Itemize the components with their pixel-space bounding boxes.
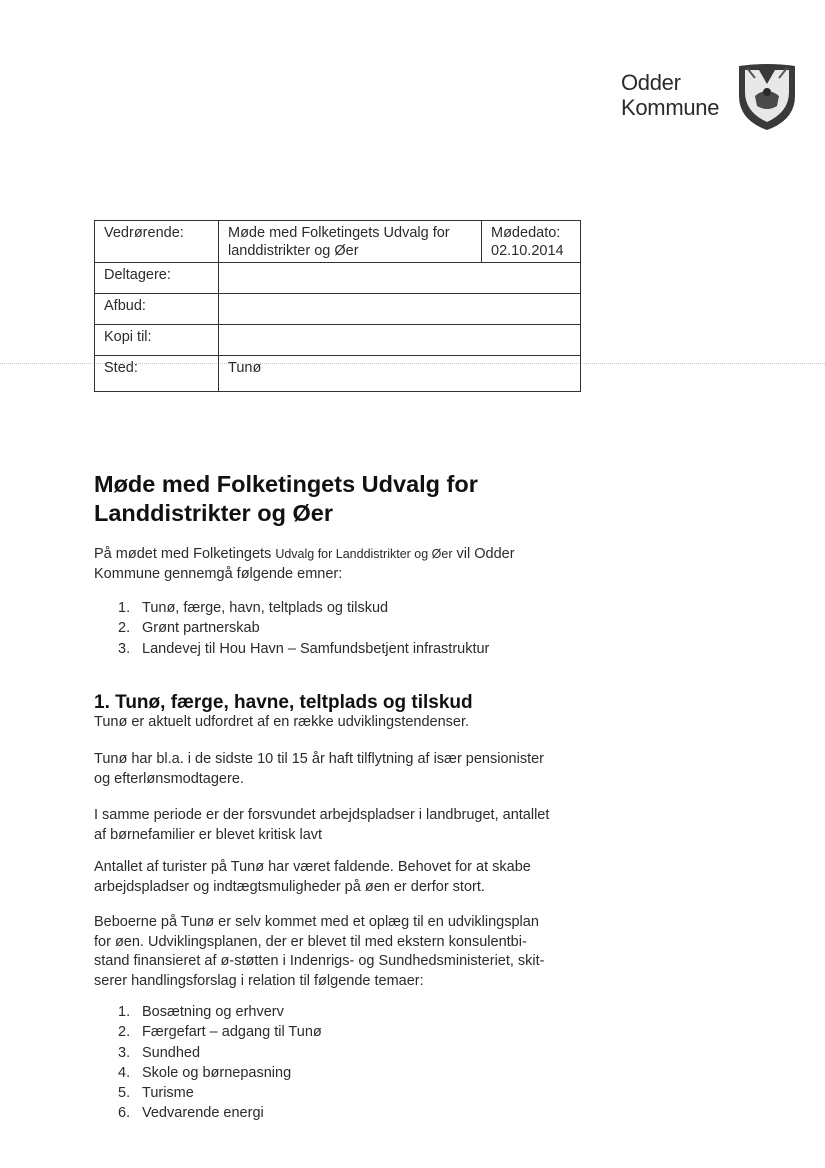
list-number: 1. <box>118 600 131 616</box>
organization-name <box>621 70 719 120</box>
org-line-2: Kommune <box>621 95 720 120</box>
intro-text-committee: Udvalg for Landdistrikter og Øer <box>275 547 453 561</box>
paragraph-line: arbejdspladser og indtægtsmuligheder på øen er derfor stort. <box>94 878 485 895</box>
paragraph-line: Tunø er aktuelt udfordret af en række udviklingstendenser. <box>94 714 470 730</box>
list-number: 3. <box>118 640 131 657</box>
participants-label: Deltagere: <box>95 263 219 294</box>
place-value: Tunø <box>219 356 581 392</box>
list-item <box>94 1103 322 1123</box>
org-line-1: Odder <box>621 70 681 95</box>
intro-line-2: Kommune gennemgå følgende emner: <box>94 565 343 582</box>
section-paragraph-5 <box>94 913 545 991</box>
meeting-info-table <box>94 220 581 392</box>
list-item <box>94 598 489 618</box>
place-label: Sted: <box>95 356 219 392</box>
list-text: Landevej til Hou Havn – Samfundsbetjent infrastruktur <box>142 640 490 657</box>
absent-value <box>219 294 581 325</box>
copy-label: Kopi til: <box>95 325 219 356</box>
list-item <box>94 1002 322 1022</box>
list-text: Vedvarende energi <box>142 1105 264 1122</box>
list-text: Tunø, færge, havn, teltplads og tilskud <box>142 600 389 616</box>
paragraph-line: I samme periode er der forsvundet arbejdspladser i landbruget, antallet <box>94 807 550 823</box>
list-item <box>94 1022 322 1042</box>
list-text: Færgefart – adgang til Tunø <box>142 1024 322 1041</box>
themes-list <box>94 1002 322 1124</box>
agenda-list <box>94 598 489 659</box>
list-number: 2. <box>118 1024 131 1041</box>
list-number: 5. <box>118 1085 131 1102</box>
participants-value <box>219 263 581 294</box>
intro-paragraph <box>94 545 515 584</box>
section-heading: 1. Tunø, færge, havne, teltplads og tilskud <box>94 692 473 713</box>
intro-text-1: På mødet med Folketingets <box>94 546 276 562</box>
list-item <box>94 1043 322 1063</box>
list-number: 1. <box>118 1004 131 1020</box>
list-item <box>94 618 489 638</box>
paragraph-line: af børnefamilier er blevet kritisk lavt <box>94 826 323 843</box>
list-text: Skole og børnepasning <box>142 1064 292 1081</box>
copy-value <box>219 325 581 356</box>
meeting-date-value: 02.10.2014 <box>491 243 564 259</box>
list-number: 2. <box>118 620 131 637</box>
section-paragraph-2 <box>94 750 544 789</box>
title-line-2: Landdistrikter og Øer <box>94 500 333 526</box>
section-paragraph-1 <box>94 713 469 733</box>
list-item <box>94 1083 322 1103</box>
meeting-date-label: Mødedato: <box>491 225 561 241</box>
list-number: 6. <box>118 1105 131 1122</box>
list-text: Bosætning og erhverv <box>142 1004 284 1020</box>
paragraph-line: Tunø har bl.a. i de sidste 10 til 15 år haft tilflytning af især pensionister <box>94 751 544 767</box>
subject-value <box>219 221 482 263</box>
list-item <box>94 639 489 659</box>
paragraph-line: Beboerne på Tunø er selv kommet med et oplæg til en udviklingsplan <box>94 914 539 930</box>
absent-label: Afbud: <box>95 294 219 325</box>
paragraph-line: stand finansieret af ø-støtten i Indenrigs- og Sundhedsministeriet, skit- <box>94 953 545 969</box>
subject-label: Vedrørende: <box>95 221 219 263</box>
list-text: Sundhed <box>142 1044 201 1061</box>
section-paragraph-4 <box>94 858 531 897</box>
list-number: 4. <box>118 1064 131 1081</box>
section-paragraph-3 <box>94 806 549 845</box>
coat-of-arms-icon <box>737 62 797 132</box>
meeting-date-cell <box>482 221 581 263</box>
title-line-1: Møde med Folketingets Udvalg for <box>94 471 478 497</box>
paragraph-line: for øen. Udviklingsplanen, der er blevet til med ekstern konsulentbi- <box>94 933 527 950</box>
list-number: 3. <box>118 1044 131 1061</box>
subject-value-line2: landdistrikter og Øer <box>228 243 359 259</box>
document-title <box>94 470 478 528</box>
list-text: Grønt partnerskab <box>142 620 260 637</box>
list-item <box>94 1063 322 1083</box>
list-text: Turisme <box>142 1085 194 1102</box>
intro-text-3: vil Odder <box>452 546 515 562</box>
paragraph-line: Antallet af turister på Tunø har været faldende. Behovet for at skabe <box>94 859 531 875</box>
paragraph-line: serer handlingsforslag i relation til følgende temaer: <box>94 972 424 989</box>
paragraph-line: og efterlønsmodtagere. <box>94 770 244 787</box>
intro-line-1 <box>94 545 515 565</box>
subject-value-line1: Møde med Folketingets Udvalg for <box>228 225 450 241</box>
